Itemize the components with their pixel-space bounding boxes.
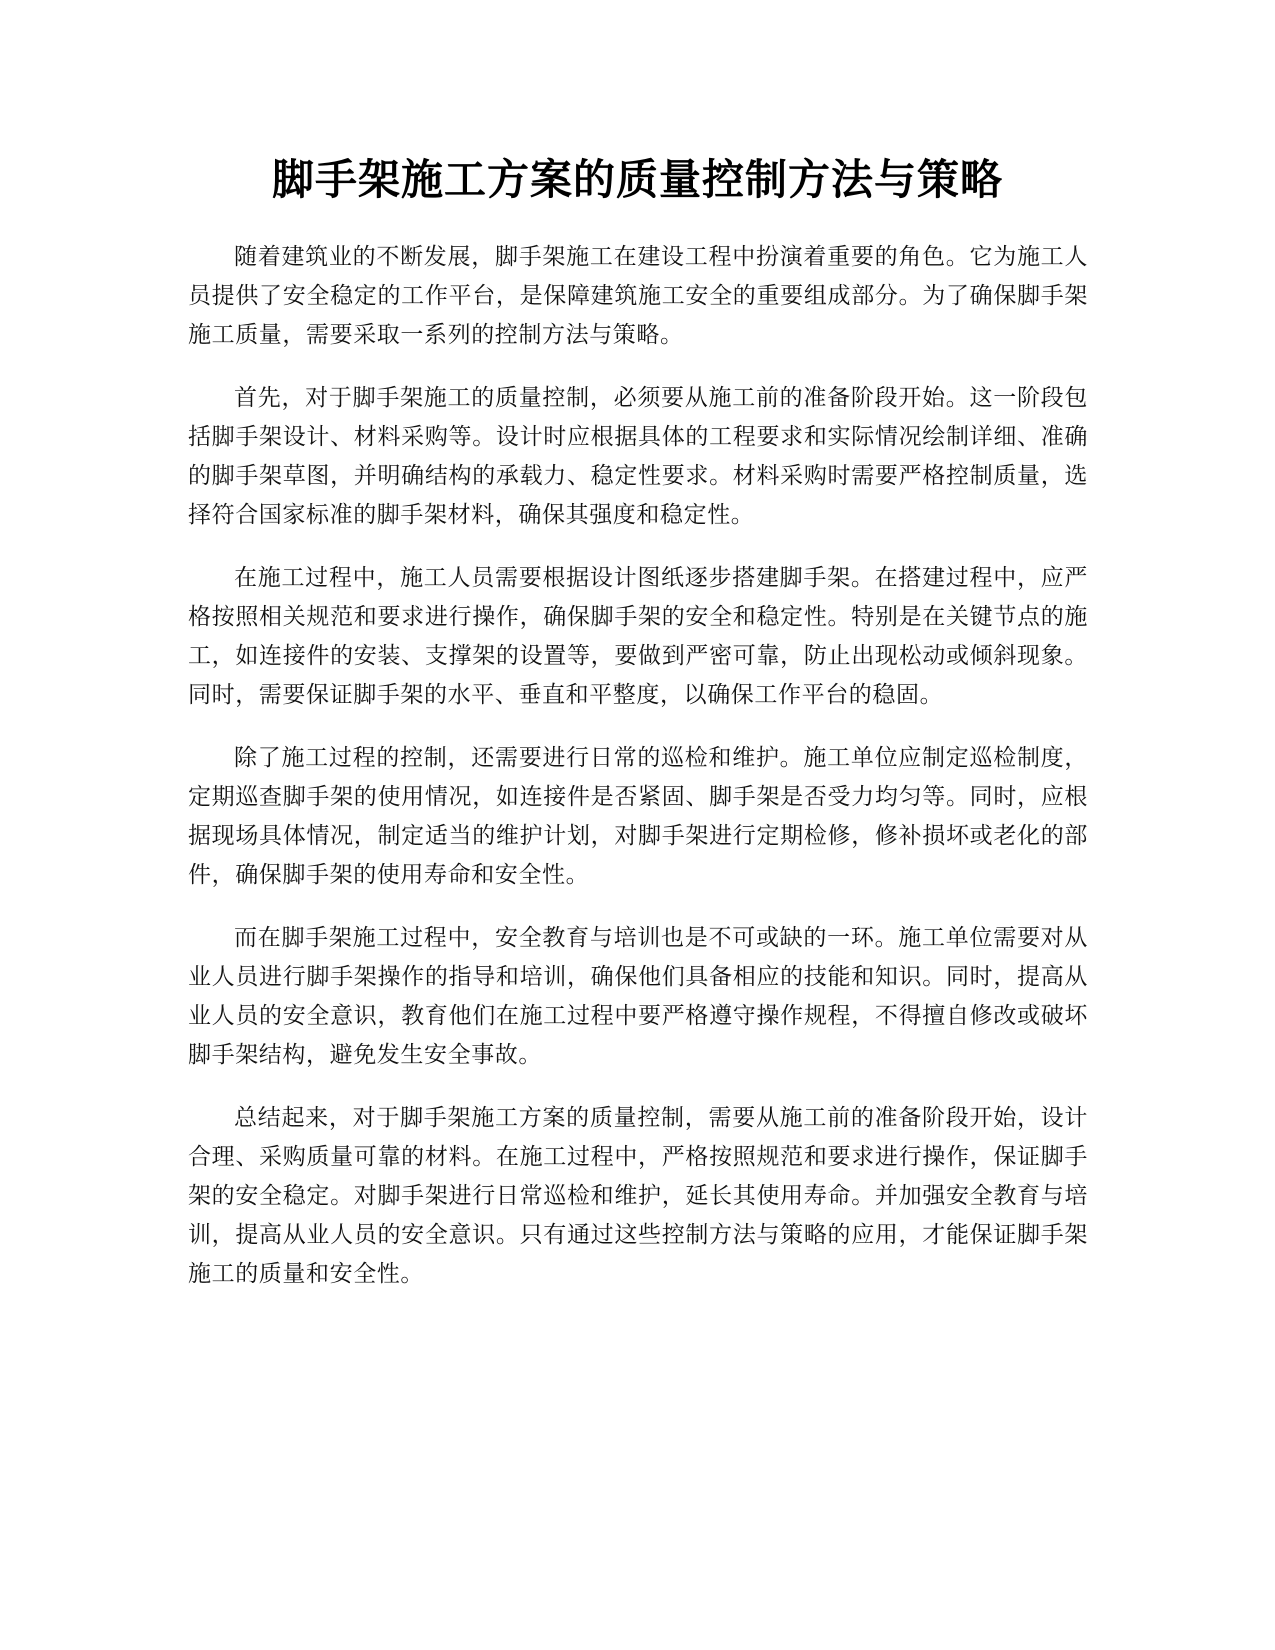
document-title: 脚手架施工方案的质量控制方法与策略	[271, 155, 1003, 204]
paragraph-4: 除了施工过程的控制，还需要进行日常的巡检和维护。施工单位应制定巡检制度，定期巡查脚手架的使用情况，如连接件是否紧固、脚手架是否受力均匀等。同时，应根据现场具体情况，制定适当的维护计划，对脚手架进行定期检修，修补损坏或老化的部件，确保脚手架的使用寿命和安全性。	[188, 745, 1088, 888]
paragraph-1: 随着建筑业的不断发展，脚手架施工在建设工程中扮演着重要的角色。它为施工人员提供了安全稳定的工作平台，是保障建筑施工安全的重要组成部分。为了确保脚手架施工质量，需要采取一系列的控制方法与策略。	[188, 244, 1088, 348]
document-body	[188, 238, 1088, 1318]
paragraph-5: 而在脚手架施工过程中，安全教育与培训也是不可或缺的一环。施工单位需要对从业人员进行脚手架操作的指导和培训，确保他们具备相应的技能和知识。同时，提高从业人员的安全意识，教育他们在施工过程中要严格遵守操作规程，不得擅自修改或破坏脚手架结构，避免发生安全事故。	[188, 925, 1088, 1068]
paragraph-3: 在施工过程中，施工人员需要根据设计图纸逐步搭建脚手架。在搭建过程中，应严格按照相关规范和要求进行操作，确保脚手架的安全和稳定性。特别是在关键节点的施工，如连接件的安装、支撑架的设置等，要做到严密可靠，防止出现松动或倾斜现象。同时，需要保证脚手架的水平、垂直和平整度，以确保工作平台的稳固。	[188, 565, 1088, 708]
paragraph-6: 总结起来，对于脚手架施工方案的质量控制，需要从施工前的准备阶段开始，设计合理、采购质量可靠的材料。在施工过程中，严格按照规范和要求进行操作，保证脚手架的安全稳定。对脚手架进行日常巡检和维护，延长其使用寿命。并加强安全教育与培训，提高从业人员的安全意识。只有通过这些控制方法与策略的应用，才能保证脚手架施工的质量和安全性。	[188, 1105, 1088, 1287]
paragraph-2: 首先，对于脚手架施工的质量控制，必须要从施工前的准备阶段开始。这一阶段包括脚手架设计、材料采购等。设计时应根据具体的工程要求和实际情况绘制详细、准确的脚手架草图，并明确结构的承载力、稳定性要求。材料采购时需要严格控制质量，选择符合国家标准的脚手架材料，确保其强度和稳定性。	[188, 385, 1088, 528]
